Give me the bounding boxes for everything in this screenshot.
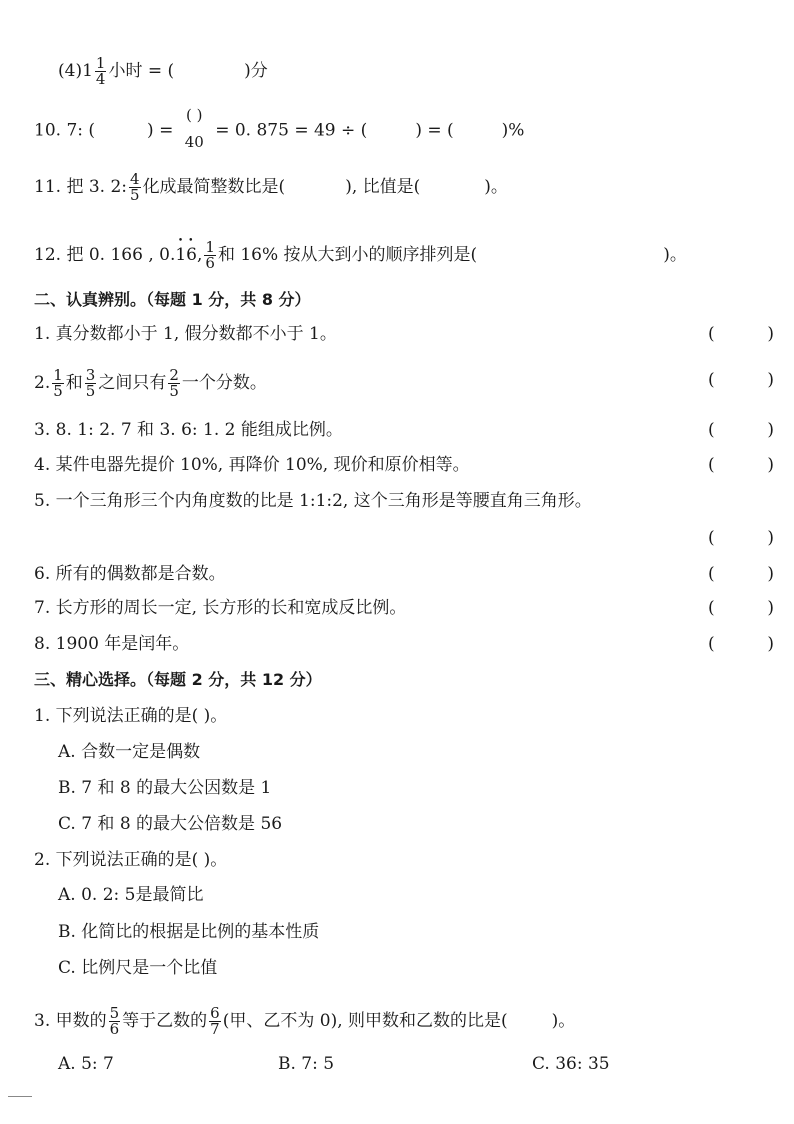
judge-8: 8. 1900 年是闰年。 <box>34 634 190 654</box>
choice-3-option-b[interactable]: B. 7: 5 <box>278 1054 335 1074</box>
fraction: $\frac{6}{7}$ <box>210 1004 220 1038</box>
question-9-4: (4)1 $\frac{1}{4}$ 小时 = ( )分 <box>58 54 268 88</box>
choice-2-option-b[interactable]: B. 化简比的根据是比例的基本性质 <box>58 922 320 942</box>
fraction: $\frac{1}{4}$ <box>95 54 106 88</box>
fraction: $\frac{1}{6}$ <box>205 238 215 272</box>
section-2-title: 二、认真辨别。（每题 1 分，共 8 分） <box>34 290 311 309</box>
judge-4: 4. 某件电器先提价 10%, 再降价 10%, 现价和原价相等。 <box>34 455 470 475</box>
answer-paren[interactable]: ( ) <box>708 528 774 548</box>
choice-3-option-c[interactable]: C. 36: 35 <box>532 1054 610 1074</box>
scan-edge-mark <box>8 1096 32 1097</box>
answer-paren[interactable]: ( ) <box>708 634 774 654</box>
answer-paren[interactable]: ( ) <box>708 564 774 584</box>
choice-2-option-a[interactable]: A. 0. 2: 5是最简比 <box>58 885 204 905</box>
question-11: 11. 把 3. 2: $\frac{4}{5}$ 化成最简整数比是( ), 比值是( )。 <box>34 170 508 204</box>
judge-6: 6. 所有的偶数都是合数。 <box>34 564 226 584</box>
judge-1: 1. 真分数都小于 1, 假分数都不小于 1。 <box>34 324 337 344</box>
choice-1-option-b[interactable]: B. 7 和 8 的最大公因数是 1 <box>58 778 272 798</box>
answer-paren[interactable]: ( ) <box>708 455 774 475</box>
judge-5: 5. 一个三角形三个内角度数的比是 1:1:2, 这个三角形是等腰直角三角形。 <box>34 491 592 511</box>
fraction: $\frac{5}{6}$ <box>109 1004 120 1038</box>
choice-2-option-c[interactable]: C. 比例尺是一个比值 <box>58 958 218 978</box>
question-12: 12. 把 0. 166 , 0.• • 16, $\frac{1}{6}$ 和 16% 按从大到小的顺序排列是( )。 <box>34 240 687 271</box>
answer-paren[interactable]: ( ) <box>708 370 774 390</box>
choice-3-stem: 3. 甲数的 $\frac{5}{6}$ 等于乙数的 $\frac{6}{7}$ (甲、乙不为 0), 则甲数和乙数的比是( )。 <box>34 1004 576 1038</box>
choice-2-stem: 2. 下列说法正确的是( )。 <box>34 850 228 870</box>
choice-1-stem: 1. 下列说法正确的是( )。 <box>34 706 228 726</box>
answer-paren[interactable]: ( ) <box>708 598 774 618</box>
judge-3: 3. 8. 1: 2. 7 和 3. 6: 1. 2 能组成比例。 <box>34 420 343 440</box>
blank-fraction: ( ) 40 <box>184 106 204 151</box>
fraction: $\frac{2}{5}$ <box>169 366 179 400</box>
answer-paren[interactable]: ( ) <box>708 324 774 344</box>
judge-7: 7. 长方形的周长一定, 长方形的长和宽成反比例。 <box>34 598 407 618</box>
fraction: $\frac{4}{5}$ <box>130 170 140 204</box>
choice-1-option-c[interactable]: C. 7 和 8 的最大公倍数是 56 <box>58 814 283 834</box>
fraction: $\frac{1}{5}$ <box>53 366 63 400</box>
judge-2: 2. $\frac{1}{5}$ 和 $\frac{3}{5}$ 之间只有 $\frac{2}{5}$ 一个分数。 <box>34 366 267 400</box>
answer-paren[interactable]: ( ) <box>708 420 774 440</box>
section-3-title: 三、精心选择。（每题 2 分，共 12 分） <box>34 670 322 689</box>
choice-3-option-a[interactable]: A. 5: 7 <box>58 1054 114 1074</box>
choice-1-option-a[interactable]: A. 合数一定是偶数 <box>58 742 201 762</box>
repeating-decimal: • • 16 <box>175 245 197 265</box>
fraction: $\frac{3}{5}$ <box>85 366 96 400</box>
question-10: 10. 7: ( ) = ( ) 40 = 0. 875 = 49 ÷ ( ) = ( )% <box>34 106 525 151</box>
